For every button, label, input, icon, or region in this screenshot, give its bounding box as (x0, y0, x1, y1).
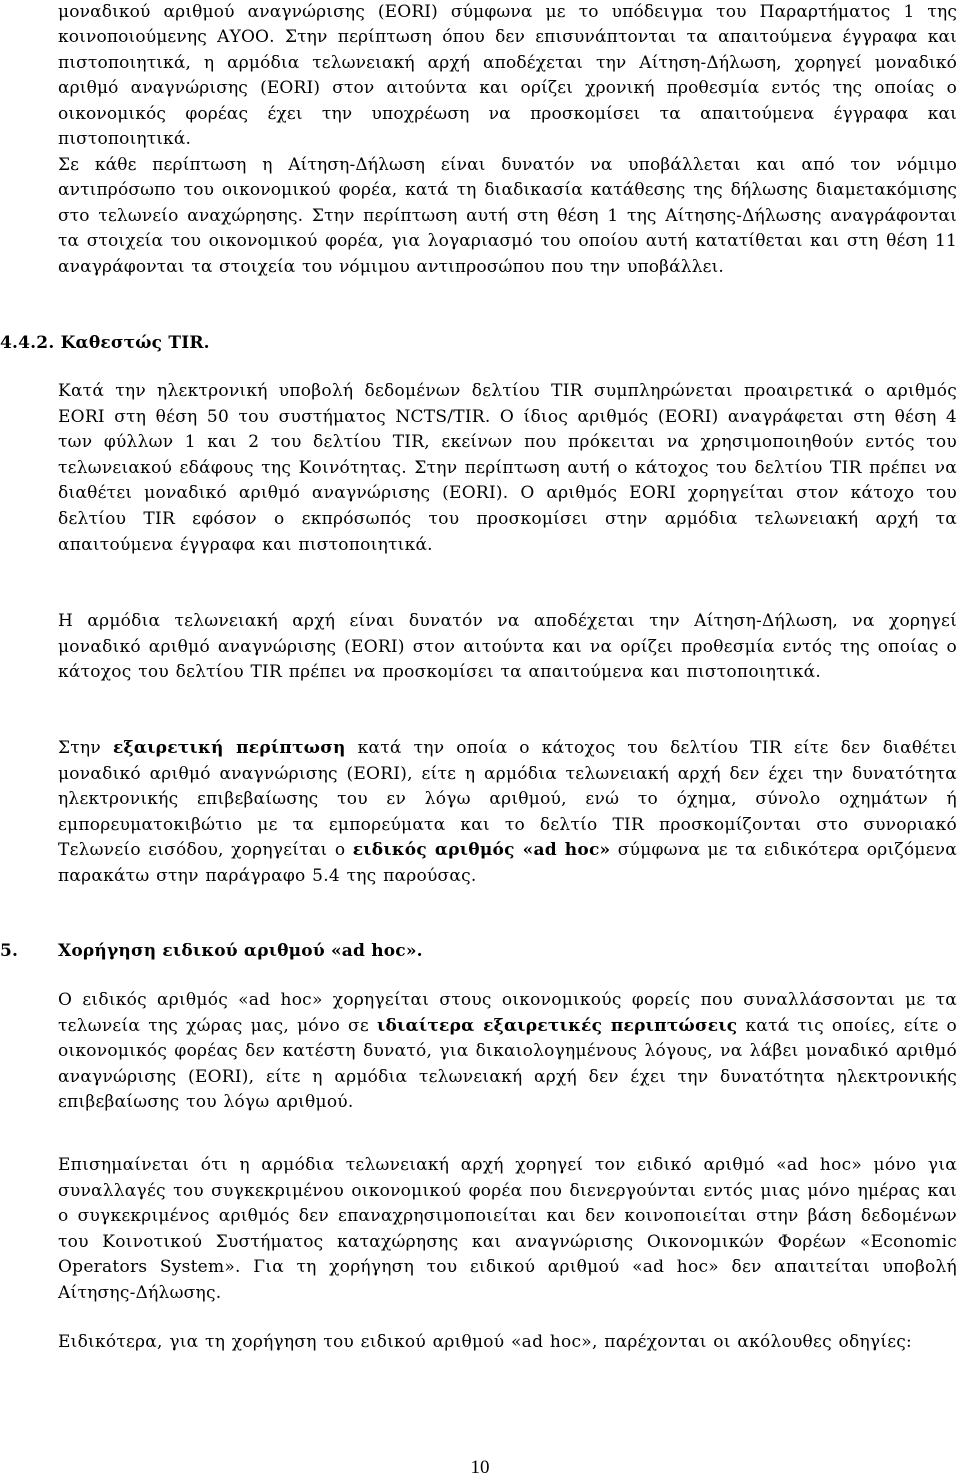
paragraph-exceptional-case (58, 736, 957, 890)
paragraph-tir-customs-authority: Η αρμόδια τελωνειακή αρχή είναι δυνατόν να αποδέχεται την Αίτηση-Δήλωση, να χορηγεί μοναδικό αριθμό αναγνώρισης (EORI) στον αιτούντα και να ορίζει προθεσμία εντός της οποίας ο κάτοχος του δελτίου TIR πρέπει να προσκομίσει τα απαιτούμενα και πιστοποιητικά. (58, 611, 957, 683)
section-title: Χορήγηση ειδικού αριθμού «ad hoc». (58, 941, 423, 961)
emphasis-text: ειδικός αριθμός «ad hoc» (352, 840, 611, 861)
text-run: κατά την οποία ο κάτοχος του δελτίου TIR είτε δεν διαθέτει μοναδικό αριθμό αναγνώρισης (EORI), είτε η αρμόδια τελωνειακή αρχή δεν έχει την δυνατότητα ηλεκτρονικής επιβεβαίωσης του εν λόγω αριθμού, ενώ το όχημα, σύνολο οχημάτων ή εμπορευματοκιβώτιο με τα εμπορεύματα και το δελτίο TIR προσκομίζονται στο συνοριακό Τελωνείο εισόδου, χορηγείται ο (58, 738, 957, 861)
text-run: κατά τις οποίες, είτε ο οικονομικός φορέας δεν κατέστη δυνατό, για δικαιολογημένους λόγους, να λάβει μοναδικό αριθμό αναγνώρισης (EORI), είτε η αρμόδια τελωνειακή αρχή δεν έχει την δυνατότητα ηλεκτρονικής επιβεβαίωσης του λόγω αριθμού. (58, 1015, 958, 1113)
text-run: Ο ειδικός αριθμός «ad hoc» χορηγείται στους οικονομικούς φορείς που συναλλάσσονται με τα τελωνεία της χώρας μας, μόνο σε (58, 990, 957, 1036)
paragraph-ad-hoc-instructions: Ειδικότερα, για τη χορήγηση του ειδικού αριθμού «ad hoc», παρέχονται οι ακόλουθες οδηγίες: (58, 1332, 913, 1352)
section-title: Καθεστώς TIR. (60, 333, 210, 353)
emphasis-text: ιδιαίτερα εξαιρετικές περιπτώσεις (376, 1015, 738, 1036)
text-run: σύμφωνα με τα ειδικότερα οριζόμενα παρακάτω στην παράγραφο 5.4 της παρούσας. (58, 840, 957, 886)
page-number: 10 (470, 1457, 490, 1478)
section-heading-ad-hoc (0, 939, 423, 963)
paragraph-representative: Σε κάθε περίπτωση η Αίτηση-Δήλωση είναι δυνατόν να υποβάλλεται και από τον νόμιμο αντιπρόσωπο του οικονομικού φορέα, κατά τη διαδικασία κατάθεσης της δήλωσης διαμετακόμισης στο τελωνείο αναχώρησης. Στην περίπτωση αυτή στη θέση 1 της Αίτησης-Δήλωσης αναγράφονται τα στοιχεία του οικονομικού φορέα, για λογαριασμό του οποίου αυτή κατατίθεται και στη θέση 11 αναγράφονται τα στοιχεία του νόμιμου αντιπροσώπου που την υποβάλλει. (58, 155, 957, 277)
section-heading-tir (0, 331, 210, 355)
paragraph-ad-hoc-notice: Επισημαίνεται ότι η αρμόδια τελωνειακή αρχή χορηγεί τον ειδικό αριθμό «ad hoc» μόνο για συναλλαγές του συγκεκριμένου οικονομικού φορέα που διενεργούνται εντός μιας μόνο ημέρας και ο συγκεκριμένος αριθμός δεν επαναχρησιμοποιείται και δεν κοινοποιείται στην βάση δεδομένων του Κοινοτικού Συστήματος καταχώρησης και αναγνώρισης Οικονομικών Φορέων «Economic Operators System». Για τη χορήγηση του ειδικού αριθμού «ad hoc» δεν απαιτείται υποβολή Αίτησης-Δήλωσης. (58, 1155, 957, 1303)
text-run: Στην (58, 738, 113, 758)
emphasis-text: εξαιρετική περίπτωση (112, 738, 346, 758)
paragraph-tir-electronic: Κατά την ηλεκτρονική υποβολή δεδομένων δελτίου TIR συμπληρώνεται προαιρετικά ο αριθμός EORI στη θέση 50 του συστήματος NCTS/TIR. Ο ίδιος αριθμός (EORI) αναγράφεται στη θέση 4 των φύλλων 1 και 2 του δελτίου TIR, εκείνων που πρόκειται να χρησιμοποιηθούν εντός του τελωνειακού εδάφους της Κοινότητας. Στην περίπτωση αυτή ο κάτοχος του δελτίου TIR πρέπει να διαθέτει μοναδικό αριθμό αναγνώρισης (EORI). Ο αριθμός EORI χορηγείται στον κάτοχο του δελτίου TIR εφόσον ο εκπρόσωπός του προσκομίσει στην αρμόδια τελωνειακή αρχή τα απαιτούμενα έγγραφα και πιστοποιητικά. (58, 381, 957, 555)
section-number: 5. (0, 941, 19, 961)
paragraph-eori-documents: μοναδικού αριθμού αναγνώρισης (EORI) σύμφωνα με το υπόδειγμα του Παραρτήματος 1 της κοινοποιούμενης ΑΥΟΟ. Στην περίπτωση όπου δεν επισυνάπτονται τα απαιτούμενα έγγραφα και πιστοποιητικά, η αρμόδια τελωνειακή αρχή αποδέχεται την Αίτηση-Δήλωση, χορηγεί μοναδικό αριθμό αναγνώρισης (EORI) στον αιτούντα και ορίζει χρονική προθεσμία εντός της οποίας ο οικονομικός φορέας έχει την υποχρέωση να προσκομίσει τα απαιτούμενα έγγραφα και πιστοποιητικά. (58, 2, 957, 150)
section-number: 4.4.2. (0, 333, 55, 353)
paragraph-ad-hoc-definition (58, 988, 957, 1116)
